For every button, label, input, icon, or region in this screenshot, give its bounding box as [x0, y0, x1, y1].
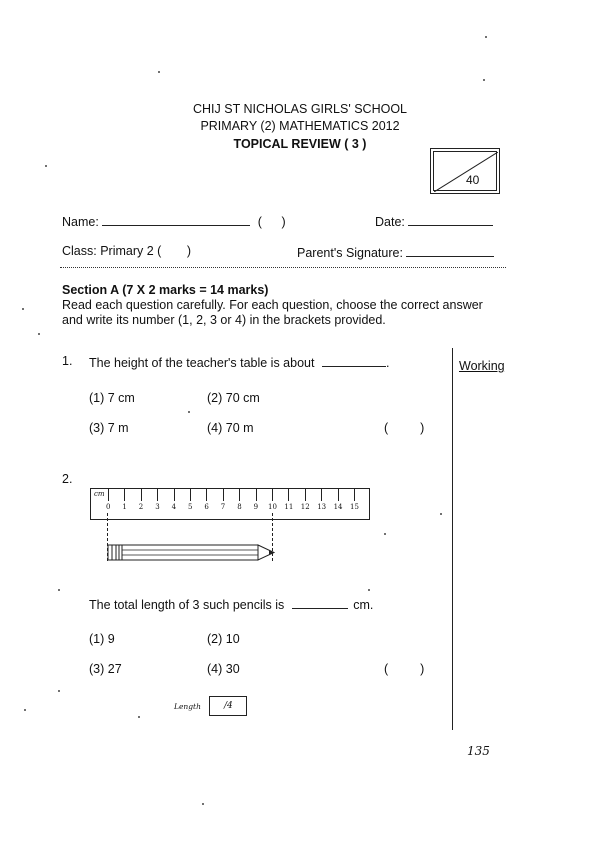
ruler: [90, 488, 370, 520]
q2-bracket-open: (: [384, 662, 389, 676]
class-row: [62, 244, 191, 258]
q2-answer-bracket[interactable]: [384, 662, 424, 676]
q1-end: .: [385, 356, 390, 370]
ruler-number-11: 11: [284, 503, 294, 511]
ruler-number-10: 10: [268, 503, 277, 511]
q2-number: 2.: [62, 472, 73, 486]
q2-text-row: [89, 596, 373, 612]
name-row: [62, 213, 286, 229]
q1-blank: [322, 354, 386, 367]
scan-speck: [202, 803, 204, 805]
parent-signature-blank[interactable]: [406, 244, 494, 257]
ruler-number-8: 8: [237, 503, 242, 511]
topic-score: /4: [224, 701, 233, 711]
q1-answer-bracket[interactable]: [384, 421, 424, 435]
q1-option-2[interactable]: (2) 70 cm: [207, 391, 260, 405]
scan-speck: [188, 411, 190, 413]
scan-speck: [158, 71, 160, 73]
scan-speck: [485, 36, 487, 38]
ruler-number-13: 13: [317, 503, 327, 511]
pencil-illustration: [106, 542, 281, 564]
ruler-number-5: 5: [188, 503, 193, 511]
q2-option-4[interactable]: (4) 30: [207, 662, 240, 676]
instruction-line-2: and write its number (1, 2, 3 or 4) in the brackets provided.: [62, 313, 386, 327]
scan-speck: [58, 589, 60, 591]
name-label: Name:: [62, 215, 99, 229]
scan-speck: [58, 690, 60, 692]
scan-speck: [45, 165, 47, 167]
q1-bracket-close: ): [420, 421, 425, 435]
scan-speck: [38, 333, 40, 335]
page-title: TOPICAL REVIEW ( 3 ): [233, 137, 367, 151]
q1-text-row: [89, 354, 389, 370]
register-paren-open: (: [257, 215, 262, 229]
section-heading: Section A (7 X 2 marks = 14 marks): [62, 283, 269, 297]
topic-score-box: [209, 696, 247, 716]
q1-text: The height of the teacher's table is about: [89, 356, 315, 370]
name-blank[interactable]: [102, 213, 250, 226]
instruction-line-1: Read each question carefully. For each question, choose the correct answer: [62, 298, 483, 312]
q2-text: The total length of 3 such pencils is: [89, 598, 285, 612]
scan-speck: [368, 589, 370, 591]
q2-option-3[interactable]: (3) 27: [89, 662, 122, 676]
date-blank[interactable]: [408, 213, 493, 226]
date-row: [375, 213, 493, 229]
ruler-number-14: 14: [333, 503, 343, 511]
ruler-number-3: 3: [155, 503, 160, 511]
parent-signature-label: Parent's Signature:: [297, 246, 403, 260]
topic-label: Length: [174, 702, 201, 711]
q1-bracket-open: (: [384, 421, 389, 435]
school-name: CHIJ ST NICHOLAS GIRLS' SCHOOL: [192, 102, 407, 116]
date-label: Date:: [375, 215, 405, 229]
working-label: Working: [459, 359, 505, 373]
ruler-number-12: 12: [300, 503, 310, 511]
score-box: [430, 148, 500, 194]
q2-option-1[interactable]: (1) 9: [89, 632, 115, 646]
subject-line: PRIMARY (2) MATHEMATICS 2012: [200, 119, 400, 133]
q2-unit: cm.: [353, 598, 374, 612]
scan-speck: [24, 709, 26, 711]
scan-speck: [483, 79, 485, 81]
scan-speck: [384, 533, 386, 535]
ruler-number-15: 15: [350, 503, 359, 511]
ruler-number-7: 7: [220, 503, 226, 511]
q1-number: 1.: [62, 354, 73, 368]
scan-speck: [440, 513, 442, 515]
class-paren-close: ): [186, 244, 191, 258]
working-column-divider: [452, 348, 453, 730]
ruler-number-4: 4: [171, 503, 177, 511]
q2-bracket-close: ): [420, 662, 425, 676]
q2-blank: [292, 596, 348, 609]
scan-speck: [22, 308, 24, 310]
q1-option-1[interactable]: (1) 7 cm: [89, 391, 135, 405]
scan-speck: [138, 716, 140, 718]
q1-option-4[interactable]: (4) 70 m: [207, 421, 254, 435]
parent-signature-row: [297, 244, 494, 260]
q2-option-2[interactable]: (2) 10: [207, 632, 240, 646]
ruler-number-9: 9: [253, 503, 259, 511]
q1-option-3[interactable]: (3) 7 m: [89, 421, 129, 435]
ruler-number-6: 6: [204, 503, 209, 511]
ruler-unit: cm: [94, 490, 105, 498]
register-paren-close: ): [281, 215, 286, 229]
score-total: 40: [466, 173, 480, 187]
class-label: Class: Primary 2 (: [62, 244, 162, 258]
page-number: 135: [467, 744, 490, 758]
ruler-numbers: [91, 489, 369, 519]
dotted-divider: [60, 267, 506, 268]
ruler-number-2: 2: [138, 503, 144, 511]
ruler-number-1: 1: [122, 503, 127, 511]
ruler-number-0: 0: [106, 503, 111, 511]
